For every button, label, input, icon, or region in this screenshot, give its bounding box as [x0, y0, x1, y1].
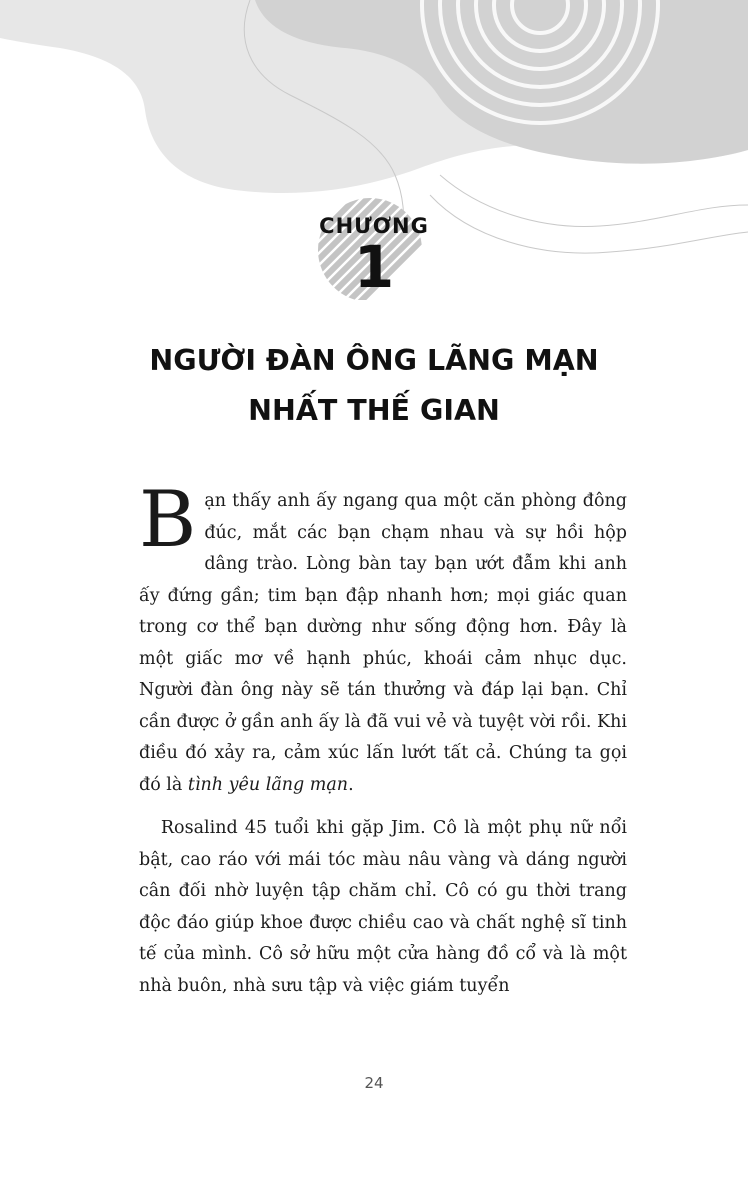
chapter-title-line-1: NGƯỜI ĐÀN ÔNG LÃNG MẠN [149, 344, 599, 377]
chapter-title [0, 336, 748, 436]
chapter-number: 1 [353, 233, 395, 301]
paragraph-2: Rosalind 45 tuổi khi gặp Jim. Cô là một phụ nữ nổi bật, cao ráo với mái tóc màu nâu vàng và dáng người cân đối nhờ luyện tập chăm chỉ. Cô có gu thời trang độc đáo giúp khoe được chiều cao và chất nghệ sĩ tinh tế của mình. Cô sở hữu một cửa hàng đồ cổ và là một nhà buôn, nhà sưu tập và việc giám tuyển [139, 818, 627, 996]
chapter-title-line-2: NHẤT THẾ GIAN [248, 394, 500, 427]
body-text [139, 475, 627, 1002]
paragraph-1-end: . [348, 774, 354, 795]
chapter-label: CHƯƠNG [319, 214, 429, 238]
paragraph-1-italic: tình yêu lãng mạn [187, 774, 349, 795]
paragraph-1-text: ạn thấy anh ấy ngang qua một căn phòng đông đúc, mắt các bạn chạm nhau và sự hồi hộp dâng trào. Lòng bàn tay bạn ướt đẫm khi anh ấy đứng gần; tim bạn đập nhanh hơn; mọi giác quan trong cơ thể bạn dường như sống động hơn. Đây là một giấc mơ về hạnh phúc, khoái cảm nhục dục. Người đàn ông này sẽ tán thưởng và đáp lại bạn. Chỉ cần được ở gần anh ấy là đã vui vẻ và tuyệt vời rồi. Khi điều đó xảy ra, cảm xúc lấn lướt tất cả. Chúng ta gọi đó là [139, 491, 627, 795]
page-number: 24 [364, 1074, 384, 1092]
drop-cap: B [139, 475, 197, 565]
paragraph-1 [139, 475, 627, 801]
